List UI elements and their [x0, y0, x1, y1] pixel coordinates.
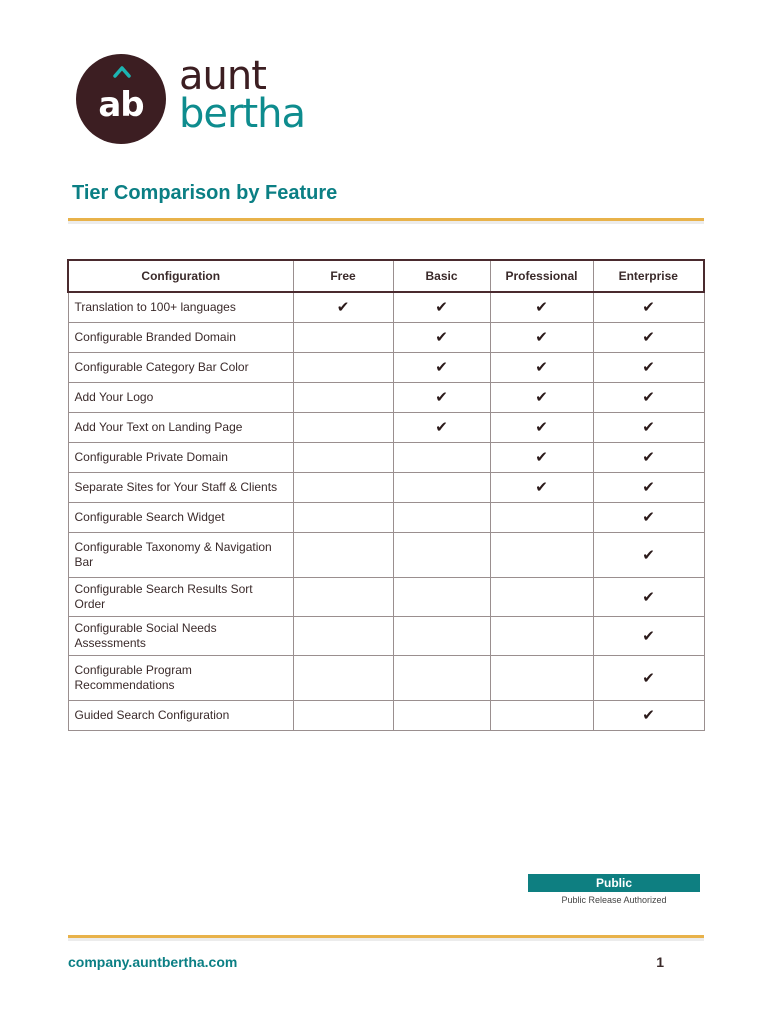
empty-cell	[293, 412, 393, 442]
empty-cell	[490, 655, 593, 700]
checkmark-icon: ✔	[293, 292, 393, 322]
checkmark-icon: ✔	[393, 352, 490, 382]
empty-cell	[393, 655, 490, 700]
empty-cell	[490, 532, 593, 577]
checkmark-icon: ✔	[593, 442, 704, 472]
checkmark-icon: ✔	[393, 382, 490, 412]
logo-initials: ab	[98, 85, 144, 125]
empty-cell	[490, 577, 593, 616]
empty-cell	[490, 616, 593, 655]
feature-name: Configurable Category Bar Color	[68, 352, 293, 382]
table-row	[68, 382, 704, 412]
feature-name: Configurable Social Needs Assessments	[68, 616, 293, 655]
feature-name: Add Your Text on Landing Page	[68, 412, 293, 442]
logo-word-bottom: bertha	[179, 91, 305, 137]
table-row	[68, 412, 704, 442]
empty-cell	[393, 532, 490, 577]
aunt-bertha-logo	[76, 54, 326, 149]
empty-cell	[293, 532, 393, 577]
logo-word-top: aunt	[179, 53, 266, 99]
logo-mark	[76, 54, 166, 144]
empty-cell	[293, 322, 393, 352]
empty-cell	[293, 502, 393, 532]
table-row	[68, 352, 704, 382]
table-row	[68, 292, 704, 322]
caret-up-icon	[113, 64, 131, 78]
table-row	[68, 655, 704, 700]
table-row	[68, 502, 704, 532]
footer-rule-shadow	[68, 938, 704, 941]
checkmark-icon: ✔	[593, 616, 704, 655]
heading-rule-shadow	[68, 221, 704, 224]
table-row	[68, 472, 704, 502]
empty-cell	[393, 502, 490, 532]
empty-cell	[393, 472, 490, 502]
tier-comparison-table	[67, 259, 705, 731]
checkmark-icon: ✔	[393, 322, 490, 352]
checkmark-icon: ✔	[593, 382, 704, 412]
feature-name: Guided Search Configuration	[68, 700, 293, 730]
feature-name: Configurable Taxonomy & Navigation Bar	[68, 532, 293, 577]
feature-name: Configurable Branded Domain	[68, 322, 293, 352]
table-row	[68, 532, 704, 577]
checkmark-icon: ✔	[393, 292, 490, 322]
table-header-row	[68, 260, 704, 292]
feature-name: Configurable Search Widget	[68, 502, 293, 532]
checkmark-icon: ✔	[593, 322, 704, 352]
checkmark-icon: ✔	[490, 322, 593, 352]
checkmark-icon: ✔	[593, 502, 704, 532]
empty-cell	[293, 352, 393, 382]
feature-name: Add Your Logo	[68, 382, 293, 412]
column-header-enterprise: Enterprise	[593, 260, 704, 292]
empty-cell	[293, 442, 393, 472]
checkmark-icon: ✔	[593, 412, 704, 442]
footer-rule	[68, 935, 704, 938]
table-row	[68, 442, 704, 472]
checkmark-icon: ✔	[490, 352, 593, 382]
page-heading: Tier Comparison by Feature	[72, 182, 338, 204]
heading-rule	[68, 218, 704, 221]
empty-cell	[293, 700, 393, 730]
empty-cell	[293, 382, 393, 412]
checkmark-icon: ✔	[393, 412, 490, 442]
column-header-basic: Basic	[393, 260, 490, 292]
company-website-link[interactable]: company.auntbertha.com	[68, 954, 238, 970]
checkmark-icon: ✔	[490, 472, 593, 502]
checkmark-icon: ✔	[490, 412, 593, 442]
public-badge: Public	[528, 874, 700, 892]
empty-cell	[490, 700, 593, 730]
checkmark-icon: ✔	[593, 532, 704, 577]
empty-cell	[490, 502, 593, 532]
column-header-free: Free	[293, 260, 393, 292]
empty-cell	[293, 472, 393, 502]
feature-name: Separate Sites for Your Staff & Clients	[68, 472, 293, 502]
table-row	[68, 700, 704, 730]
column-header-configuration: Configuration	[68, 260, 293, 292]
empty-cell	[293, 655, 393, 700]
table-row	[68, 616, 704, 655]
table-row	[68, 322, 704, 352]
public-badge-sublabel: Public Release Authorized	[561, 895, 667, 905]
checkmark-icon: ✔	[593, 655, 704, 700]
checkmark-icon: ✔	[490, 292, 593, 322]
feature-name: Configurable Private Domain	[68, 442, 293, 472]
checkmark-icon: ✔	[593, 577, 704, 616]
empty-cell	[393, 700, 490, 730]
checkmark-icon: ✔	[593, 472, 704, 502]
empty-cell	[393, 577, 490, 616]
checkmark-icon: ✔	[593, 292, 704, 322]
page-number: 1	[656, 954, 664, 970]
checkmark-icon: ✔	[593, 700, 704, 730]
empty-cell	[393, 616, 490, 655]
column-header-professional: Professional	[490, 260, 593, 292]
checkmark-icon: ✔	[490, 442, 593, 472]
empty-cell	[393, 442, 490, 472]
feature-name: Configurable Program Recommendations	[68, 655, 293, 700]
checkmark-icon: ✔	[490, 382, 593, 412]
feature-name: Translation to 100+ languages	[68, 292, 293, 322]
table-row	[68, 577, 704, 616]
checkmark-icon: ✔	[593, 352, 704, 382]
feature-name: Configurable Search Results Sort Order	[68, 577, 293, 616]
empty-cell	[293, 616, 393, 655]
empty-cell	[293, 577, 393, 616]
